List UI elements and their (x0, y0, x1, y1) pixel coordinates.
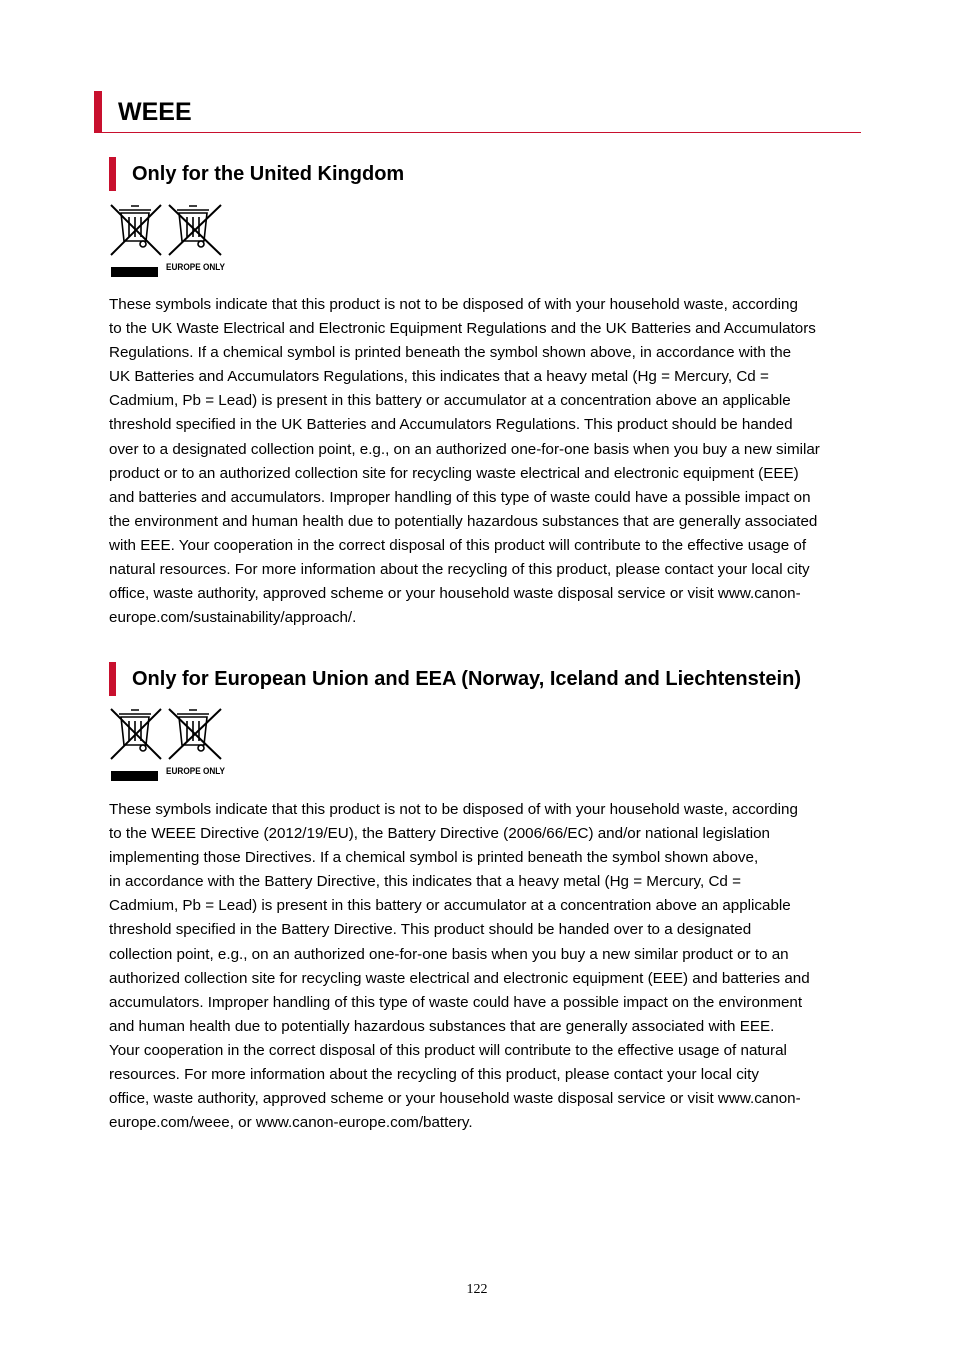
text-line: over to a designated collection point, e.g., on an authorized one-for-one basis when you buy a new similar (109, 440, 820, 458)
text-line: Cadmium, Pb = Lead) is present in this battery or accumulator at a concentration above an applicable (109, 392, 791, 410)
page-title: WEEE (118, 98, 192, 126)
chemical-symbol-bar (111, 771, 158, 781)
body-paragraph-uk (109, 293, 869, 630)
text-line: Your cooperation in the correct disposal of this product will contribute to the effective usage of natural (109, 1041, 787, 1059)
text-line: the environment and human health due to potentially hazardous substances that are generally associated (109, 512, 818, 530)
text-line: Regulations. If a chemical symbol is printed beneath the symbol shown above, in accordance with the (109, 344, 792, 362)
text-line: in accordance with the Battery Directive, this indicates that a heavy metal (Hg = Mercury, Cd = (109, 873, 741, 891)
text-line: office, waste authority, approved scheme or your household waste disposal service or visit www.canon- (109, 585, 801, 603)
text-line: and batteries and accumulators. Improper handling of this type of waste could have a possible impact on (109, 488, 811, 506)
text-line: implementing those Directives. If a chemical symbol is printed beneath the symbol shown above, (109, 849, 759, 867)
section-heading-text: Only for European Union and EEA (Norway, Iceland and Liechtenstein) (132, 668, 801, 690)
text-line: accumulators. Improper handling of this type of waste could have a possible impact on the environment (109, 993, 803, 1011)
text-line: natural resources. For more information about the recycling of this product, please contact your local city (109, 561, 810, 579)
text-line: to the WEEE Directive (2012/19/EU), the Battery Directive (2006/66/EC) and/or national legislation (109, 825, 770, 843)
section-heading-text: Only for the United Kingdom (132, 163, 405, 185)
text-line: office, waste authority, approved scheme or your household waste disposal service or visit www.canon- (109, 1090, 801, 1108)
title-accent-bar (94, 91, 102, 132)
text-line: collection point, e.g., on an authorized one-for-one basis when you buy a new similar product or to an (109, 945, 789, 963)
heading-accent-bar (109, 157, 116, 191)
text-line: Cadmium, Pb = Lead) is present in this battery or accumulator at a concentration above an applicable (109, 897, 791, 915)
heading-accent-bar (109, 662, 116, 696)
crossed-bin-icon (111, 709, 161, 759)
weee-symbols-eu (109, 707, 227, 781)
crossed-bin-icon (111, 205, 161, 255)
text-line: These symbols indicate that this product is not to be disposed of with your household waste, according (109, 801, 798, 818)
text-line: threshold specified in the UK Batteries and Accumulators Regulations. This product should be handed (109, 416, 793, 434)
text-line: and human health due to potentially hazardous substances that are generally associated with EEE. (109, 1017, 775, 1035)
text-line: europe.com/weee, or www.canon-europe.com/battery. (109, 1114, 473, 1132)
text-line: to the UK Waste Electrical and Electronic Equipment Regulations and the UK Batteries and Accumulators (109, 320, 816, 338)
text-line: These symbols indicate that this product is not to be disposed of with your household waste, according (109, 296, 798, 313)
text-line: europe.com/sustainability/approach/. (109, 609, 357, 627)
page-title-block (94, 91, 861, 133)
crossed-bin-eu-icon (169, 709, 221, 759)
chemical-symbol-bar (111, 267, 158, 277)
text-line: authorized collection site for recycling waste electrical and electronic equipment (EEE) and batteries and (109, 969, 810, 987)
text-line: UK Batteries and Accumulators Regulations, this indicates that a heavy metal (Hg = Mercury, Cd = (109, 368, 769, 386)
weee-symbols-uk (109, 203, 227, 277)
europe-only-caption: EUROPE ONLY (166, 262, 225, 272)
text-line: threshold specified in the Battery Directive. This product should be handed over to a designated (109, 921, 752, 939)
text-line: with EEE. Your cooperation in the correct disposal of this product will contribute to the effective usage of (109, 536, 807, 554)
text-line: product or to an authorized collection site for recycling waste electrical and electronic equipment (EEE) (109, 464, 799, 482)
europe-only-caption: EUROPE ONLY (166, 766, 225, 776)
page-number: 122 (466, 1282, 488, 1297)
text-line: resources. For more information about the recycling of this product, please contact your local city (109, 1066, 759, 1084)
crossed-bin-eu-icon (169, 205, 221, 255)
body-paragraph-eu (109, 798, 869, 1135)
